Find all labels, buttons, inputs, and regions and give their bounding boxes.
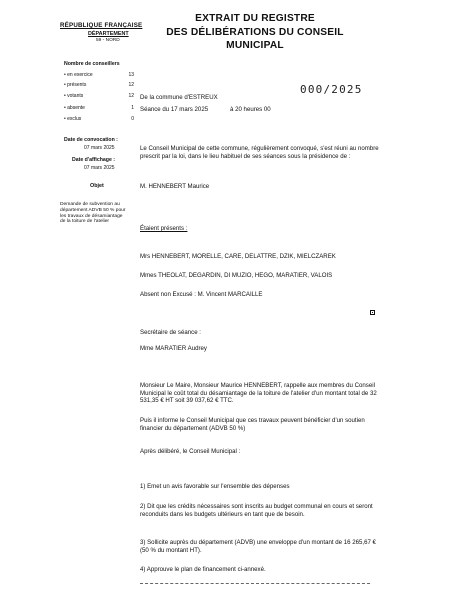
decision-item-4: 4) Approuve le plan de financement ci-annexé. [140, 566, 266, 573]
councillors-row-value: 12 [128, 82, 134, 88]
absent-line: Absent non Excusé : M. Vincent MARCAILLE [140, 291, 263, 298]
decision-item-3: 3) Sollicite auprès du département (ADVB) une enveloppe d'un montant de 16 265,67 € (50 % du montant HT). [140, 539, 376, 554]
deliberation-number: 000/2025 [300, 83, 363, 96]
objet-text: Demande de subvention au département ADVB 50 % pour les travaux de désamiantage de la toiture de l'atelier [60, 202, 126, 225]
presents-label: Étaient présents : [140, 225, 188, 232]
objet-label: Objet [90, 183, 104, 189]
convocation-label: Date de convocation : [64, 137, 118, 143]
department-label: DÉPARTEMENT [88, 31, 129, 37]
document-title [150, 12, 360, 53]
councillors-title: Nombre de conseillers [64, 61, 120, 67]
presents-women: Mmes THEOLAT, DEGARDIN, DI MUZIO, HEGO, MARATIER, VALOIS [140, 272, 333, 279]
decision-item-2: 2) Dit que les crédits nécessaires sont inscrits au budget communal en cours et seront reconduits dans les budgets ultérieurs en tant que de besoin. [140, 503, 373, 518]
councillors-row-label: • absente [64, 105, 85, 111]
republic-label: RÉPUBLIQUE FRANÇAISE [60, 22, 143, 29]
intro-paragraph: Le Conseil Municipal de cette commune, régulièrement convoqué, s'est réuni au nombre prescrit par la loi, dans le lieu habituel de ses séances sous la présidence de : [140, 145, 379, 160]
councillors-row-value: 12 [128, 93, 134, 99]
secretaire-name: Mme MARATIER Audrey [140, 345, 207, 352]
page-bottom-rule [140, 583, 370, 584]
title-line-3: MUNICIPAL [226, 40, 284, 51]
councillors-row [64, 82, 134, 89]
convocation-value: 07 mars 2025 [84, 145, 115, 151]
councillors-row-value: 0 [131, 116, 134, 122]
councillors-row-label: • en exercice [64, 72, 93, 78]
paragraph-subsidy: Puis il informe le Conseil Municipal que ces travaux peuvent bénéficier d'un soutien financier du département (ADVB 50 %) [140, 417, 365, 432]
councillors-row-label: • votants [64, 93, 84, 99]
councillors-row [64, 116, 134, 123]
affichage-label: Date d'affichage : [72, 157, 116, 163]
seance-time: à 20 heures 00 [230, 106, 271, 113]
seance-date: Séance du 17 mars 2025 [140, 106, 209, 113]
affichage-value: 07 mars 2025 [84, 165, 115, 171]
department-value: 59 - NORD [96, 38, 120, 43]
title-line-1: EXTRAIT DU REGISTRE [195, 13, 315, 24]
secretaire-label: Secrétaire de séance : [140, 329, 201, 336]
title-line-2: DES DÉLIBÉRATIONS DU CONSEIL [166, 26, 344, 38]
paragraph-cost: Monsieur Le Maire, Monsieur Maurice HENNEBERT, rappelle aux membres du Conseil Municipal le coût total du désamiantage de la toiture de l'atelier d'un montant total de 32 531,35 € HT soit 39 037,62 € TTC. [140, 382, 377, 405]
decision-item-1: 1) Emet un avis favorable sur l'ensemble des dépenses [140, 483, 290, 490]
councillors-row [64, 72, 134, 79]
councillors-row-value: 13 [128, 72, 134, 78]
checkbox-marker [370, 310, 375, 315]
presents-men: Mrs HENNEBERT, MORELLE, CARE, DELATTRE, DZIK, MIELCZAREK [140, 253, 336, 260]
councillors-row-label: • présents [64, 82, 87, 88]
councillors-row-label: • exclus [64, 116, 82, 122]
councillors-row [64, 93, 134, 100]
councillors-row-value: 1 [131, 105, 134, 111]
commune-line: De la commune d'ESTREUX [140, 94, 218, 101]
president-name: M. HENNEBERT Maurice [140, 183, 210, 190]
councillors-row [64, 105, 134, 112]
paragraph-deliberation: Après délibéré, le Conseil Municipal : [140, 448, 241, 455]
